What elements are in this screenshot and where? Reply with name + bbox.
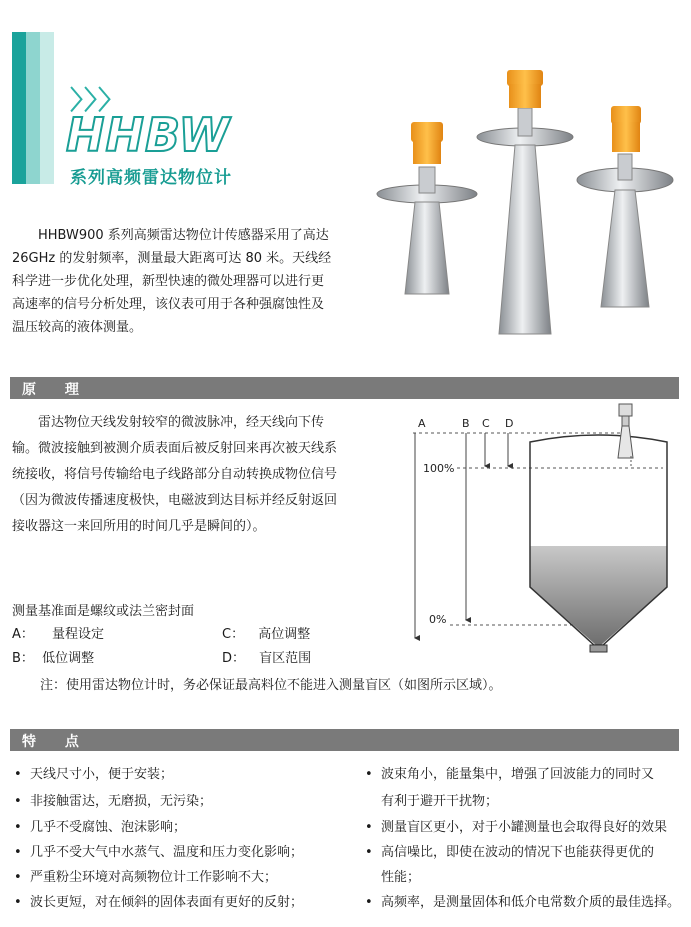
legend-a-label: 量程设定 bbox=[52, 627, 105, 642]
legend-c-label: 高位调整 bbox=[258, 627, 311, 642]
label-c: C bbox=[482, 417, 490, 430]
arrows-icon: 〉〉〉 bbox=[70, 86, 126, 116]
feature-right-4: • 高频率，是测量固体和低介电常数介质的最佳选择。 bbox=[365, 895, 681, 910]
radar-unit-left bbox=[377, 122, 477, 294]
legend-b-label: 低位调整 bbox=[42, 651, 95, 666]
legend-a bbox=[12, 623, 104, 642]
feature-left-4: • 几乎不受大气中水蒸气、温度和压力变化影响； bbox=[14, 845, 304, 860]
principle-heading: 原 理 bbox=[22, 382, 91, 398]
feature-left-6: • 波长更短，对在倾斜的固体表面有更好的反射； bbox=[14, 895, 304, 910]
feature-right-2: • 测量盲区更小，对于小罐测量也会取得良好的效果 bbox=[365, 820, 668, 835]
label-a: A bbox=[418, 417, 426, 430]
feature-right-1: • 波束角小，能量集中，增强了回波能力的同时又 bbox=[365, 767, 655, 782]
radar-unit-right bbox=[577, 106, 673, 307]
legend-b-key: B： bbox=[12, 651, 34, 666]
label-d: D bbox=[505, 417, 514, 430]
feature-left-1: • 天线尺寸小，便于安装； bbox=[14, 767, 174, 782]
label-0: 0% bbox=[429, 613, 447, 626]
feature-right-3-cont: 性能； bbox=[381, 870, 421, 885]
features-heading: 特 点 bbox=[22, 734, 91, 750]
features-header-bar bbox=[10, 729, 679, 751]
baseline-text: 测量基准面是螺纹或法兰密封面 bbox=[12, 604, 195, 619]
legend-c bbox=[222, 623, 310, 642]
product-photo bbox=[375, 62, 675, 362]
decor-stripe-light bbox=[40, 32, 54, 184]
tank-diagram bbox=[405, 400, 680, 662]
decor-stripe-dark bbox=[12, 32, 26, 184]
brand-title: HHBW bbox=[66, 108, 231, 162]
feature-left-5: • 严重粉尘环境对高频物位计工作影响不大； bbox=[14, 870, 278, 885]
feature-left-3: • 几乎不受腐蚀、泡沫影响； bbox=[14, 820, 187, 835]
legend-c-key: C： bbox=[222, 627, 245, 642]
legend-d-key: D： bbox=[222, 651, 246, 666]
legend-b bbox=[12, 647, 94, 666]
label-b: B bbox=[462, 417, 470, 430]
legend-d bbox=[222, 647, 311, 666]
principle-header-bar bbox=[10, 377, 679, 399]
principle-paragraph: 雷达物位天线发射较窄的微波脉冲，经天线向下传输。微波接触到被测介质表面后被反射回来再次被天线系统接收，将信号传输给电子线路部分自动转换成物位信号（因为微波传播速度极快，电磁波到达目标并经反射返回接收器这一来回所用的时间几乎是瞬间的）。 bbox=[12, 415, 338, 534]
legend-d-label: 盲区范围 bbox=[259, 651, 312, 666]
decor-stripe-mid bbox=[26, 32, 40, 184]
radar-unit-middle bbox=[477, 70, 573, 334]
product-subtitle: 系列高频雷达物位计 bbox=[70, 168, 232, 188]
label-100: 100% bbox=[423, 462, 455, 475]
feature-left-2: • 非接触雷达，无磨损，无污染； bbox=[14, 794, 213, 809]
usage-note: 注：使用雷达物位计时，务必保证最高料位不能进入测量盲区（如图所示区域）。 bbox=[40, 678, 502, 693]
legend-a-key: A： bbox=[12, 627, 34, 642]
intro-paragraph: HHBW900 系列高频雷达物位计传感器采用了高达 26GHz 的发射频率，测量最大距离可达 80 米。天线经科学进一步优化处理，新型快速的微处理器可以进行更高速率的信号分析处理，该仪表可用于各种强腐蚀性及温压较高的液体测量。 bbox=[12, 228, 332, 335]
feature-right-3: • 高信噪比，即使在波动的情况下也能获得更优的 bbox=[365, 845, 655, 860]
feature-right-1-cont: 有利于避开干扰物； bbox=[381, 794, 499, 809]
